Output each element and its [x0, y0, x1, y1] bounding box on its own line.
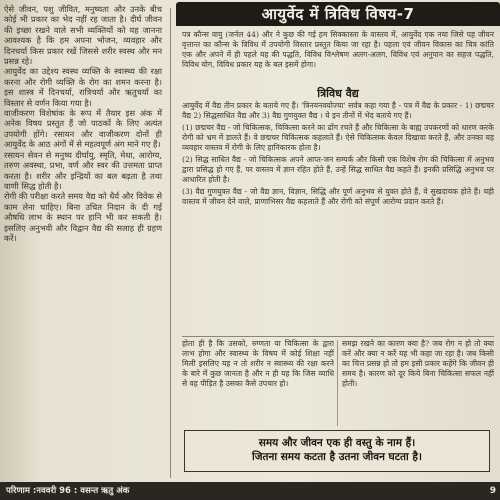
column-divider: [170, 8, 171, 478]
article-title: आयुर्वेद में त्रिविध विषय-7: [176, 2, 500, 26]
quote-line-2: जितना समय कटता है उतना जीवन घटता है।: [252, 451, 422, 463]
quote-box: [184, 430, 490, 472]
page-number: 9: [489, 486, 496, 496]
article-area: [176, 0, 500, 482]
body-paragraph: (2) सिद्ध साधित वैद्य - जो चिकित्सक अपने आप्त-जन सम्पर्क और किसी एक विशेष रोग की चिकित्सा में अनुभव द्वारा प्रसिद्ध हो गए हैं, पर वास्तव में ज्ञान रहित होते हैं, उन्हें सिद्ध साधित वैद्य कहते हैं। इनकी प्रसिद्धि अनुभव पर आधारित होती है।: [182, 155, 494, 184]
lower-column-divider: [337, 340, 338, 426]
left-paragraph: आयुर्वेद का उद्देश्य स्वस्थ व्यक्ति के स्वास्थ्य की रक्षा करना और रोगी व्यक्ति के रोग का शमन करना है। इस शास्त्र में दिनचर्या, रात्रिचर्या और ऋतुचर्या का विस्तार से वर्णन किया गया है।: [4, 66, 162, 108]
left-text-column: [0, 0, 168, 482]
left-paragraph: ऐसे जीवन, पशु जीवित, मनुष्यता और उनके बीच कोई भी प्रकार का भेद नहीं रह जाता है। दीर्घ जीवन की इच्छा रखने वाले सभी व्यक्तियों को यह जानना आवश्यक है कि हम अपना भोजन, व्यवहार और दिनचर्या किस प्रकार रखें जिससे शरीर स्वस्थ और मन प्रसन्न रहे।: [4, 4, 162, 67]
article-intro: पत्र कौन्स वायु (जर्नल 44) और ने कुछ की गई हम सिक्कास्ता के वास्तव में, आयुर्वेद एक नया जिसे पह जीवन वृत्तान्त का कौन्स के त्रिविध में उपयोगी विस्तार प्रस्तुत किया जा रहा है। पहला एवं जीवन विकास का चित्र कांति एक और अपने में ही पहले यह की पद्धति, विविध विश्लेषण अलग-अलग, विविध एवं अनुपान का सहज पद्धति, विविध योग, विविध प्रकार यह के बल इसमें होगा।: [182, 30, 494, 69]
page-footer: [0, 482, 500, 500]
body-paragraph: (1) छद्मचर वैद्य - जो चिकित्सक, चिकित्सा करने का ढोंग रचते हैं और चिकित्सा के बाह्य उपकरणों को धारण करके रोगी को भ्रम में डालते हैं। वे छद्मचर चिकित्सक कहलाते हैं। ऐसे चिकित्सक केवल दिखावा करते हैं, और उनका यह व्यवहार वास्तव में रोगी के लिए हानिकारक होता है।: [182, 123, 494, 152]
quote-line-1: समय और जीवन एक ही वस्तु के नाम हैं।: [258, 437, 416, 449]
left-paragraph: रसायन सेवन से मनुष्य दीर्घायु, स्मृति, मेधा, आरोग्य, तरुण अवस्था, प्रभा, वर्ण और स्वर की उत्तमता प्राप्त करता है। शरीर और इन्द्रियों का बल बढ़ता है तथा वाणी सिद्ध होती है।: [4, 149, 162, 191]
left-paragraph: रोगी की परीक्षा करते समय वैद्य को धैर्य और विवेक से काम लेना चाहिए। बिना उचित निदान के दी गई औषधि लाभ के स्थान पर हानि भी कर सकती है। इसलिए अनुभवी और विद्वान वैद्य की सलाह ही ग्रहण करें।: [4, 191, 162, 243]
left-paragraph: वाजीकरण विशेषांक के रूप में तैयार इस अंक में अनेक विषय प्रस्तुत हैं जो पाठकों के लिए अत्यंत उपयोगी होंगे। रसायन और वाजीकरण दोनों ही आयुर्वेद के आठ अंगों में से महत्वपूर्ण अंग माने गए हैं।: [4, 108, 162, 150]
footer-label: परिणाम :नववरी 96 : वसन्त ऋतु अंक: [6, 486, 130, 496]
lower-right-column: समझ रखने का कारण क्या है? जब रोग न हो तो क्या करें और क्या न करें यह भी कहा जा रहा है। जब किसी का चित्त प्रसन्न हो तो हम इसी प्रकार कहेंगे कि जीवन ही समय है। कारण को दूर किये बिना चिकित्सा सफल नहीं होती।: [342, 339, 494, 388]
article-body: [182, 101, 494, 335]
section-rule: [182, 336, 494, 337]
body-paragraph: (3) वैद्य गुणयुक्त वैद्य - जो वैद्य ज्ञान, विज्ञान, सिद्धि और पूर्ण अनुभव से युक्त होते हैं, वे सुखदायक होते हैं। यही वास्तव में जीवन देने वाले, प्राणाभिसर वैद्य कहलाते हैं और रोगी को संपूर्ण आरोग्य प्रदान करते हैं।: [182, 187, 494, 206]
body-paragraph: आयुर्वेद में वैद्य तीन प्रकार के बताये गए हैं। 'त्रिनयनवयोज्या' सर्वत्र कहा गया है - पत्र में वैद्य के प्रकार - 1) छद्मचर वैद्य 2) सिद्धसाधित वैद्य और 3) वैद्य गुणयुक्त वैद्य । ये इन तीनों में भेद बताये गए हैं।: [182, 101, 494, 120]
lower-left-column: होता ही है कि उसको, रुग्णता या चिकित्सा के द्वारा लाभ होगा और स्वास्थ्य के विषय में कोई शिक्षा नहीं मिली इसलिए यह न तो शरीर न स्वास्थ्य की रक्षा करने के बारे में कुछ जानता है और न ही यह कि जिस व्याधि से वह पीड़ित है उसका कैसे उपचार हो।: [182, 339, 334, 388]
section-heading: त्रिविध वैद्य: [317, 87, 359, 100]
